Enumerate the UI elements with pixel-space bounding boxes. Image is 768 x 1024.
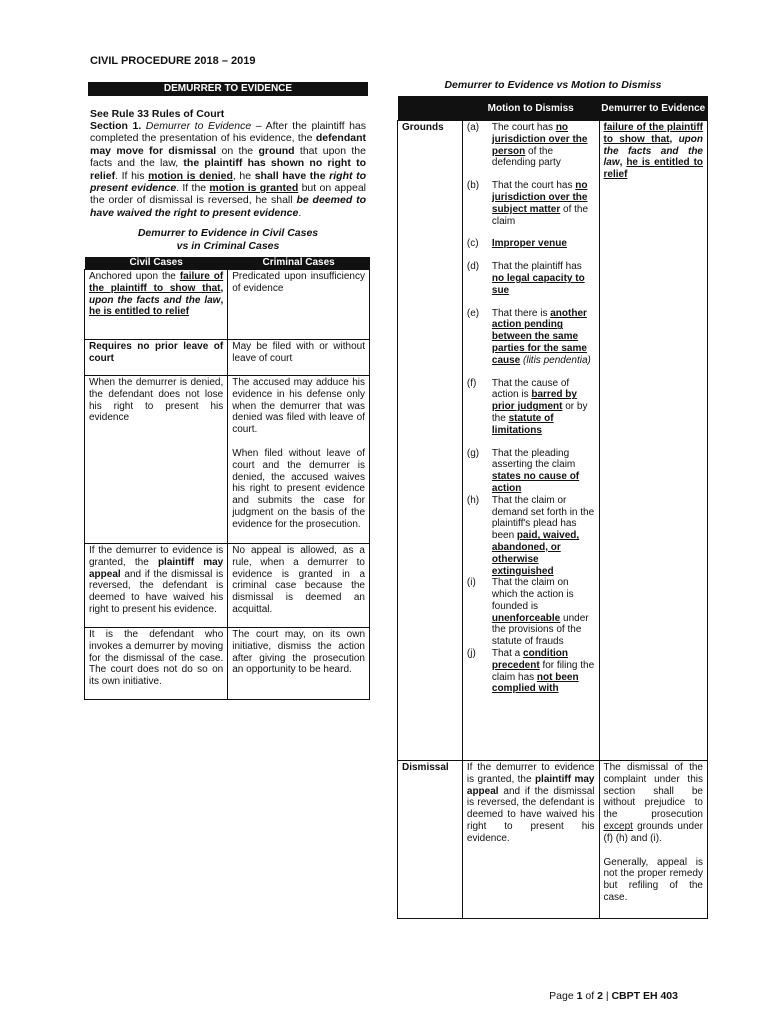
- table-cell: No appeal is allowed, as a rule, when a demurrer to evidence is granted in a criminal case because the dismissal is deemed an acquittal.: [228, 544, 370, 628]
- text-bold-underlined: motion is denied: [148, 169, 233, 182]
- column-header: Motion to Dismiss: [462, 96, 599, 121]
- list-item: [467, 122, 595, 169]
- text-bold-underlined: unenforceable: [491, 612, 561, 624]
- text: on the: [216, 144, 259, 157]
- text: That the court has: [491, 180, 576, 192]
- item-text: [492, 648, 595, 695]
- item-text: [492, 577, 595, 648]
- text-bold-italic: be deemed to have waived the right to present evidence: [90, 194, 366, 219]
- rule-reference: See Rule 33 Rules of Court: [90, 108, 225, 120]
- text-bold-underlined: paid, waived, abandoned, or otherwise extinguished: [491, 530, 580, 577]
- text-bold: plaintiff may appeal: [89, 556, 224, 580]
- text: The dismissal of the complaint under this section shall be without prejudice to the prosecution: [603, 762, 703, 821]
- list-item: [467, 648, 595, 695]
- text: grounds under (f) (h) and (i).: [603, 820, 703, 844]
- text-bold-underlined: no legal capacity to sue: [491, 272, 585, 296]
- text: of the claim: [491, 203, 589, 227]
- text-bold-italic: upon the facts and the law: [603, 133, 703, 169]
- text: That there is: [491, 307, 551, 319]
- table-cell: [85, 270, 228, 340]
- list-item: [467, 378, 595, 437]
- text-underlined: except: [603, 820, 633, 832]
- text-bold-underlined: he is entitled to relief: [603, 157, 704, 181]
- table-cell: Predicated upon insufficiency of evidence: [228, 270, 370, 340]
- table-cell: [228, 376, 370, 544]
- text: |: [602, 990, 612, 1002]
- text: for filing the claim has: [491, 659, 595, 683]
- table-row: [85, 628, 370, 700]
- text-bold-underlined: motion is granted: [209, 182, 299, 195]
- table-row: [85, 544, 370, 628]
- text: . If the: [176, 182, 210, 195]
- page-footer: [549, 990, 678, 1002]
- text: The court has: [491, 122, 556, 133]
- text: Anchored upon the: [89, 271, 180, 282]
- text: . If his: [115, 169, 149, 182]
- table-header-row: [398, 96, 708, 121]
- text: of the defending party: [491, 145, 561, 169]
- text-bold: Requires no prior leave of court: [89, 341, 224, 364]
- civil-vs-criminal-table: [84, 257, 370, 700]
- text: If the demurrer to evidence is granted, the: [466, 762, 595, 785]
- text: ,: [220, 282, 224, 294]
- item-text: [492, 261, 595, 296]
- cell-paragraph: [604, 762, 704, 845]
- section-label: Section 1.: [90, 120, 142, 132]
- text-bold-underlined: he is entitled to relief: [89, 306, 190, 318]
- item-letter: (a): [466, 122, 480, 133]
- text: That a: [491, 648, 524, 660]
- item-text: [492, 122, 595, 169]
- text-bold: defendant may move for dismissal: [90, 132, 366, 157]
- item-letter: (f): [466, 377, 477, 389]
- table-cell: [599, 121, 708, 761]
- table-cell: The court may, on its own initiative, dismiss the action after giving the prosecution an opportunity to be heard.: [228, 628, 370, 700]
- section-title-bar: DEMURRER TO EVIDENCE: [88, 82, 368, 96]
- item-text: [492, 448, 595, 495]
- list-item: [467, 261, 595, 296]
- text-bold-underlined: failure of the plaintiff to show that: [603, 122, 703, 145]
- text: that upon the facts and the law,: [90, 144, 366, 170]
- text-bold: the plaintiff has shown no right to relief: [90, 157, 366, 182]
- table-row: [85, 270, 370, 340]
- table-cell: May be filed with or without leave of court: [228, 340, 370, 376]
- subtitle-line: Demurrer to Evidence in Civil Cases: [137, 227, 319, 239]
- text: and if the dismissal is reversed, the defendant is deemed to have waived his right to present his evidence.: [89, 568, 224, 615]
- text: That the cause of action is: [491, 377, 570, 401]
- text: ,: [619, 157, 627, 169]
- text: or by the: [491, 401, 588, 424]
- table-row: [85, 340, 370, 376]
- column-header: Criminal Cases: [228, 257, 370, 270]
- item-text: [492, 308, 595, 367]
- item-letter: (i): [466, 577, 476, 589]
- item-letter: (e): [466, 307, 480, 319]
- list-item: [467, 577, 595, 648]
- text: ,: [220, 294, 224, 306]
- item-text: [492, 378, 595, 437]
- text: If the demurrer to evidence is granted, the: [89, 545, 224, 568]
- text: That the pleading asserting the claim: [491, 447, 576, 471]
- list-item: [467, 495, 595, 578]
- text-bold-underlined: barred by prior judgment: [491, 389, 577, 413]
- cell-paragraph: When filed without leave of court and the demurrer is denied, the accused waives his right to present evidence and submits the case for judgment on the basis of the evidence for the prosecution.: [232, 447, 365, 530]
- text-bold-underlined: another action pending between the same parties for the same cause: [491, 307, 587, 366]
- page-number: 1: [576, 990, 583, 1002]
- corner-header: [398, 96, 463, 121]
- item-letter: (j): [466, 648, 476, 660]
- list-item: [467, 308, 595, 367]
- column-header: Demurrer to Evidence: [599, 96, 708, 121]
- text-bold-italic: upon the facts and the law: [89, 294, 221, 306]
- text-bold: ground: [258, 144, 295, 157]
- item-letter: (g): [466, 447, 480, 459]
- text-bold: shall have the: [254, 169, 330, 182]
- text-bold-underlined: Improper venue: [491, 238, 567, 250]
- text-bold-underlined: no jurisdiction over the person: [491, 122, 588, 157]
- motion-vs-demurrer-table: [397, 96, 708, 919]
- item-letter: (h): [466, 494, 480, 506]
- document-code: CBPT EH 403: [611, 990, 678, 1002]
- table-cell: [462, 121, 599, 761]
- subtitle-line: vs in Criminal Cases: [176, 239, 280, 252]
- text: That the plaintiff has: [491, 261, 582, 273]
- text: under the provisions of the statute of frauds: [491, 612, 589, 648]
- text-bold-underlined: states no cause of action: [491, 471, 580, 494]
- item-text: [492, 495, 595, 578]
- text: That the claim on which the action is founded is: [491, 577, 574, 612]
- table-row: [85, 376, 370, 544]
- table-cell: [85, 544, 228, 628]
- text: Page: [549, 990, 577, 1002]
- table-row-grounds: [398, 121, 708, 761]
- item-letter: (c): [466, 238, 479, 250]
- list-item: [467, 180, 595, 227]
- table-cell: [462, 761, 599, 919]
- row-header: Grounds: [398, 121, 463, 761]
- list-item: [467, 238, 595, 250]
- text: , he: [232, 169, 255, 182]
- table-cell: It is the defendant who invokes a demurrer by moving for the dismissal of the case. The court does not do so on its own initiative.: [85, 628, 228, 700]
- item-text: [492, 238, 595, 250]
- text-bold-underlined: condition precedent: [491, 648, 569, 671]
- item-letter: (d): [466, 261, 480, 273]
- text: of: [582, 990, 598, 1002]
- text-bold-italic: right to present evidence: [90, 169, 366, 195]
- list-item: [467, 448, 595, 495]
- section-name: Demurrer to Evidence: [145, 120, 252, 132]
- text: That the claim or demand set forth in the plaintiff's plead has been: [491, 494, 595, 542]
- column-header: Civil Cases: [85, 257, 228, 270]
- cell-paragraph: Generally, appeal is not the proper remedy but refiling of the case.: [603, 856, 703, 903]
- text-bold: plaintiff may appeal: [466, 773, 595, 797]
- text-bold-underlined: statute of limitations: [491, 412, 554, 436]
- comparison-title: Demurrer to Evidence vs Motion to Dismiss: [444, 79, 662, 91]
- page-total: 2: [597, 990, 603, 1002]
- text-bold-underlined: no jurisdiction over the subject matter: [491, 180, 588, 215]
- text: ,: [669, 133, 679, 145]
- item-letter: (b): [466, 180, 480, 192]
- table-cell: When the demurrer is denied, the defendant does not lose his right to present his evidence: [85, 376, 228, 544]
- text: and if the dismissal is reversed, the defendant is deemed to have waived his right to present his evidence.: [466, 785, 595, 844]
- table-header-row: [85, 257, 370, 270]
- text: – After the plaintiff has completed the presentation of his evidence, the: [90, 120, 366, 145]
- text: but on appeal the order of dismissal is reversed, he shall: [90, 182, 366, 207]
- text-bold-underlined: failure of the plaintiff to show that: [89, 271, 224, 294]
- section-1-paragraph: [90, 120, 366, 219]
- table-cell: [599, 761, 708, 919]
- text-italic: (litis pendentia): [520, 354, 591, 366]
- cell-paragraph: The accused may adduce his evidence in his defense only when the demurrer that was denied was filed with leave of court.: [232, 377, 365, 436]
- table-row-dismissal: [398, 761, 708, 919]
- item-text: [492, 180, 595, 227]
- text-bold-underlined: not been complied with: [491, 671, 579, 695]
- civil-vs-criminal-title: [88, 227, 368, 252]
- row-header: Dismissal: [398, 761, 463, 919]
- table-cell: [85, 340, 228, 376]
- text: .: [298, 206, 302, 219]
- course-header: CIVIL PROCEDURE 2018 – 2019: [90, 55, 256, 67]
